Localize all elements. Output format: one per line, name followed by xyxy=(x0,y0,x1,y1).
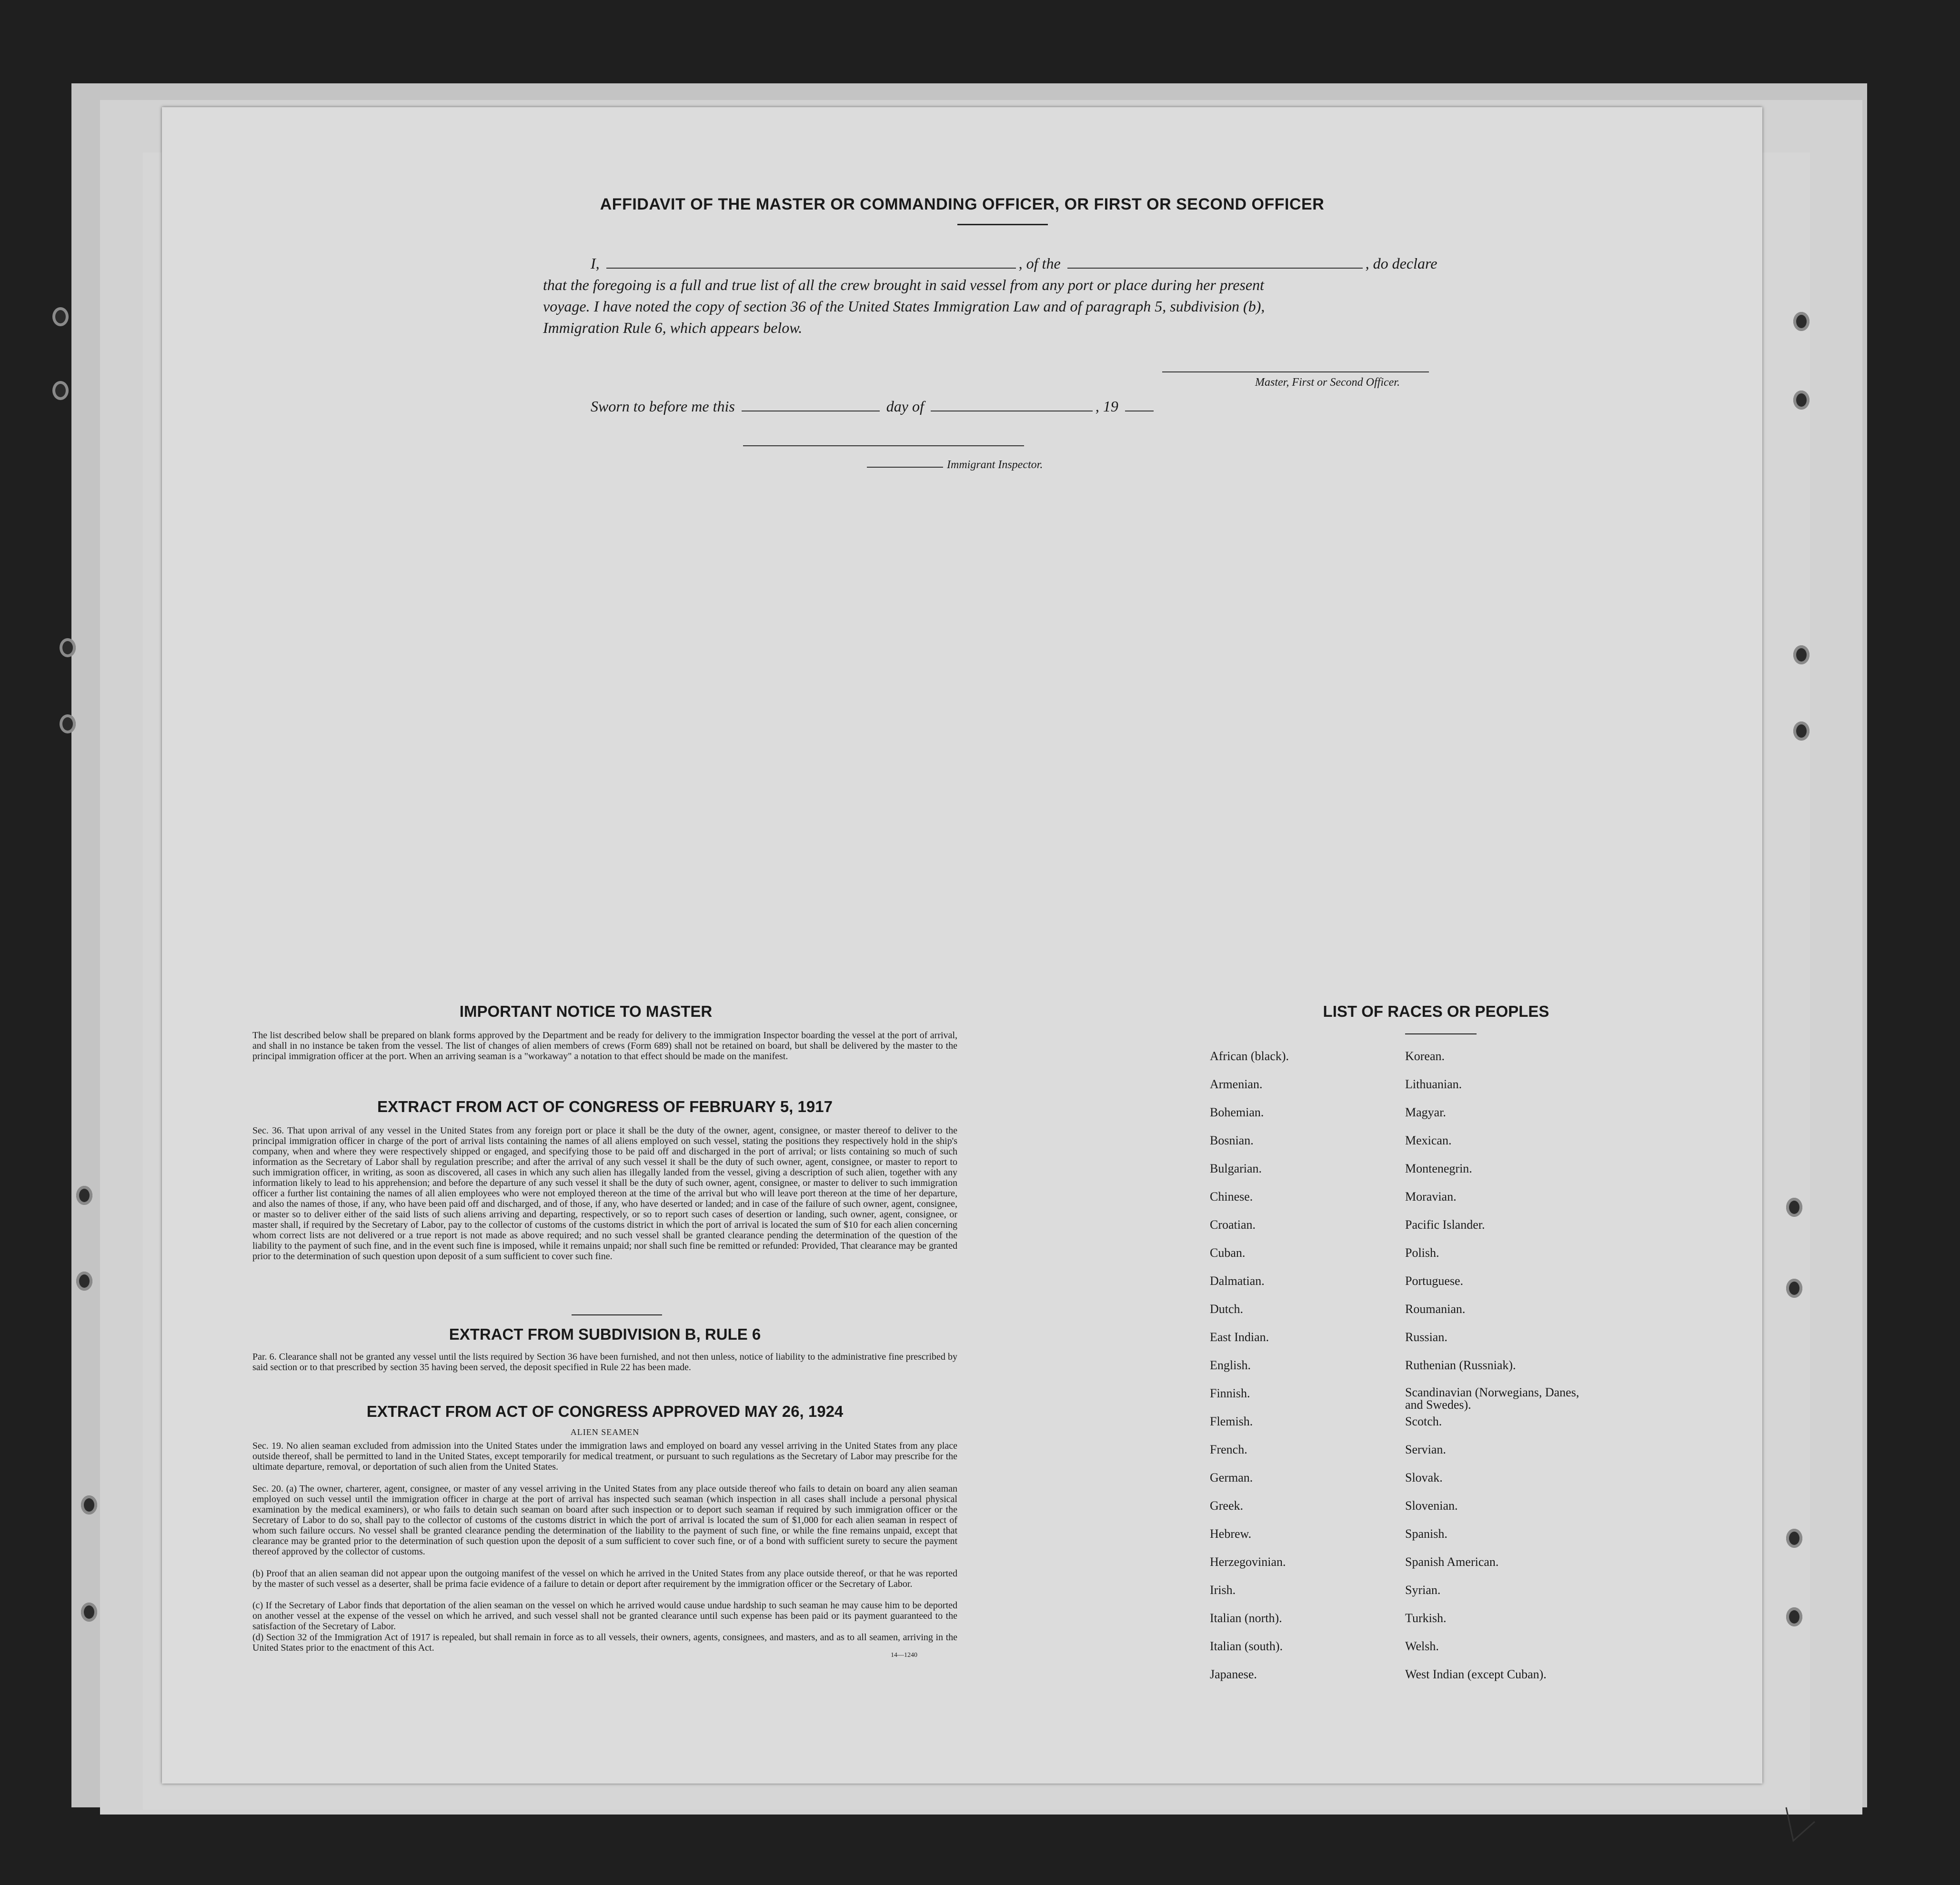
punch-hole-icon xyxy=(1793,391,1809,410)
punch-hole-icon xyxy=(1793,312,1809,331)
race-item: Finnish. xyxy=(1210,1386,1250,1400)
form-number: 14—1240 xyxy=(891,1652,917,1659)
sec20d-body: (d) Section 32 of the Immigration Act of 1917 is repealed, but shall remain in force as to all vessels, their owners, agents, consignees, and masters, and as to all seamen, arriving in the United States prior to the enactment of this Act. xyxy=(252,1632,957,1653)
sec19-body: Sec. 19. No alien seaman excluded from admission into the United States under the immigration laws and employed on board any vessel arriving in the United States from any place outside thereof, shall be permitted to land in the United States, except temporarily for medical treatment, or pursuant to such regulations as the Secretary of Labor may prescribe for the ultimate departure, removal, or deportation of such alien from the United States. xyxy=(252,1441,957,1472)
declarant-line xyxy=(591,255,1437,272)
sec20b-body: (b) Proof that an alien seaman did not appear upon the outgoing manifest of the vessel on which he arrived in the United States from any place outside thereof, or that he was reported by the master of such vessel as a deserter, shall be prima facie evidence of a failure to detain or deport after requirement by the immigration officer or the Secretary of Labor. xyxy=(252,1568,957,1589)
race-item: Magyar. xyxy=(1405,1105,1446,1119)
race-item: Montenegrin. xyxy=(1405,1162,1472,1175)
sworn-day-field[interactable] xyxy=(742,410,880,411)
punch-hole-icon xyxy=(1786,1279,1802,1298)
declaration-line-1: that the foregoing is a full and true list of all the crew brought in said vessel from any port or place during her present xyxy=(543,276,1264,293)
punch-hole-icon xyxy=(1786,1529,1802,1548)
sworn-line xyxy=(591,398,1156,415)
race-item: Dalmatian. xyxy=(1210,1274,1265,1288)
title-underline xyxy=(957,224,1048,225)
sec20a-body: Sec. 20. (a) The owner, charterer, agent, consignee, or master of any vessel arriving in the United States from any place outside thereof who fails to detain on board any alien seaman employed on such vessel until the immigration officer in charge at the port of arrival has inspected such seaman (which inspection in all cases shall include a personal physical examination by the medical examiners), or who fails to detain such seaman on board after such inspection or to deport such seaman if required by such immigration officer or the Secretary of Labor to do so, shall pay to the collector of customs of the customs district in which the port of arrival is located the sum of $1,000 for each alien seaman in respect of whom such failure occurs. No vessel shall be granted clearance pending the determination of the liability to the payment of such fine, or while the fine remains unpaid, except that clearance may be granted prior to the determination of such question upon the deposit of a sum sufficient to cover such fine, or of a bond with sufficient surety to secure the payment thereof approved by the collector of customs. xyxy=(252,1484,957,1557)
declarant-name-field[interactable] xyxy=(606,267,1016,269)
alien-seamen-subtitle: ALIEN SEAMEN xyxy=(570,1427,640,1437)
sec20c-body: (c) If the Secretary of Labor finds that deportation of the alien seaman on the vessel on which he arrived would cause undue hardship to such seaman he may cause him to be deported on another vessel at the expense of the vessel on which he arrived, and such vessel shall not be granted clearance until such expense has been paid or its payment guaranteed to the satisfaction of the Secretary of Labor. xyxy=(252,1600,957,1632)
of-the-label: , of the xyxy=(1018,255,1061,272)
races-left-column xyxy=(1210,1049,1391,1695)
race-item: Roumanian. xyxy=(1405,1302,1466,1316)
race-item: Mexican. xyxy=(1405,1133,1452,1147)
punch-hole-icon xyxy=(60,638,76,657)
inspector-rule xyxy=(867,467,943,468)
race-item: Korean. xyxy=(1405,1049,1445,1063)
race-item: Armenian. xyxy=(1210,1077,1263,1091)
race-item: French. xyxy=(1210,1443,1247,1456)
race-item: Scotch. xyxy=(1405,1414,1442,1428)
race-item: Lithuanian. xyxy=(1405,1077,1462,1091)
race-item: Flemish. xyxy=(1210,1414,1253,1428)
race-item: Greek. xyxy=(1210,1499,1244,1513)
extract-rule6-title: EXTRACT FROM SUBDIVISION B, RULE 6 xyxy=(449,1325,761,1343)
race-item: Chinese. xyxy=(1210,1190,1253,1203)
sworn-month-field[interactable] xyxy=(931,410,1093,411)
punch-hole-icon xyxy=(1793,722,1809,741)
race-item: Moravian. xyxy=(1405,1190,1457,1203)
race-item: Spanish American. xyxy=(1405,1555,1499,1569)
races-right-column xyxy=(1405,1049,1596,1695)
race-item: Spanish. xyxy=(1405,1527,1447,1541)
race-item: German. xyxy=(1210,1471,1253,1484)
punch-hole-icon xyxy=(76,1186,92,1205)
extract-1924-title: EXTRACT FROM ACT OF CONGRESS APPROVED MAY 26, 1924 xyxy=(366,1403,844,1420)
race-item: Syrian. xyxy=(1405,1583,1441,1597)
inspector-caption: Immigrant Inspector. xyxy=(947,459,1043,471)
declaration-line-3: Immigration Rule 6, which appears below. xyxy=(543,319,803,336)
race-item: Italian (south). xyxy=(1210,1639,1283,1653)
race-item: Scandinavian (Norwegians, Danes, and Swedes). xyxy=(1405,1385,1579,1412)
check-mark-icon xyxy=(1781,1803,1819,1845)
race-item: Italian (north). xyxy=(1210,1611,1282,1625)
punch-hole-icon xyxy=(1786,1607,1802,1626)
section-divider xyxy=(572,1314,662,1315)
race-item: Slovak. xyxy=(1405,1471,1443,1484)
race-item: Irish. xyxy=(1210,1583,1236,1597)
races-title: LIST OF RACES OR PEOPLES xyxy=(1323,1003,1549,1020)
affidavit-title: AFFIDAVIT OF THE MASTER OR COMMANDING OFFICER, OR FIRST OR SECOND OFFICER xyxy=(600,195,1325,213)
punch-hole-icon xyxy=(1793,645,1809,664)
punch-hole-icon xyxy=(60,714,76,733)
notice-title: IMPORTANT NOTICE TO MASTER xyxy=(459,1003,713,1020)
race-item: Japanese. xyxy=(1210,1667,1257,1681)
vessel-name-field[interactable] xyxy=(1067,267,1363,269)
race-item: Welsh. xyxy=(1405,1639,1439,1653)
inspector-signature-line[interactable] xyxy=(743,445,1024,446)
race-item: Herzegovinian. xyxy=(1210,1555,1286,1569)
race-item: Portuguese. xyxy=(1405,1274,1464,1288)
day-of-label: day of xyxy=(886,398,924,415)
punch-hole-icon xyxy=(52,381,69,400)
declaration-line-2: voyage. I have noted the copy of section 36 of the United States Immigration Law and of paragraph 5, subdivision (b), xyxy=(543,298,1265,315)
punch-hole-icon xyxy=(81,1495,97,1514)
year-label: , 19 xyxy=(1095,398,1118,415)
races-title-underline xyxy=(1405,1033,1477,1034)
race-item: Bulgarian. xyxy=(1210,1162,1262,1175)
race-item: English. xyxy=(1210,1358,1251,1372)
race-item: Bosnian. xyxy=(1210,1133,1254,1147)
race-item: Bohemian. xyxy=(1210,1105,1264,1119)
race-item: East Indian. xyxy=(1210,1330,1269,1344)
affidavit-sheet xyxy=(162,107,1762,1784)
punch-hole-icon xyxy=(81,1603,97,1622)
sworn-label: Sworn to before me this xyxy=(591,398,735,415)
signature-caption: Master, First or Second Officer. xyxy=(1255,376,1400,389)
race-item: Russian. xyxy=(1405,1330,1447,1344)
race-item: Ruthenian (Russniak). xyxy=(1405,1358,1516,1372)
punch-hole-icon xyxy=(52,307,69,326)
race-item: Dutch. xyxy=(1210,1302,1244,1316)
race-item: Servian. xyxy=(1405,1443,1446,1456)
punch-hole-icon xyxy=(76,1272,92,1291)
race-item: African (black). xyxy=(1210,1049,1289,1063)
signature-line[interactable] xyxy=(1162,371,1429,372)
race-item: Hebrew. xyxy=(1210,1527,1252,1541)
extract-rule6-body: Par. 6. Clearance shall not be granted any vessel until the lists required by Section 36 have been furnished, and not then unless, notice of liability to the administrative fine prescribed by said section or to that prescribed by section 35 having been served, the deposit specified in Rule 22 has been made. xyxy=(252,1352,957,1373)
extract-1917-title: EXTRACT FROM ACT OF CONGRESS OF FEBRUARY 5, 1917 xyxy=(377,1098,833,1115)
sworn-year-field[interactable] xyxy=(1125,410,1154,411)
race-item: Pacific Islander. xyxy=(1405,1218,1485,1232)
race-item: Cuban. xyxy=(1210,1246,1246,1260)
race-item: Slovenian. xyxy=(1405,1499,1458,1513)
notice-body: The list described below shall be prepared on blank forms approved by the Department and be ready for delivery to the immigration Inspector boarding the vessel at the port of arrival, and shall in no instance be taken from the vessel. The list of changes of alien members of crews (Form 689) shall not be retained on board, but shall be delivered by the master to the principal immigration officer at the port. When an arriving seaman is a "workaway" a notation to that effect should be made on the manifest. xyxy=(252,1030,957,1062)
do-declare-label: , do declare xyxy=(1365,255,1437,272)
race-item: Turkish. xyxy=(1405,1611,1447,1625)
race-item: Polish. xyxy=(1405,1246,1439,1260)
i-label: I, xyxy=(591,255,600,272)
punch-hole-icon xyxy=(1786,1198,1802,1217)
race-item: Croatian. xyxy=(1210,1218,1256,1232)
race-item: West Indian (except Cuban). xyxy=(1405,1667,1547,1681)
extract-1917-body: Sec. 36. That upon arrival of any vessel in the United States from any foreign port or place it shall be the duty of the owner, agent, consignee, or master thereof to deliver to the principal immigration officer in charge of the port of arrival lists containing the names of all aliens employed on such vessel, stating the positions they respectively hold in the ship's company, when and where they were respectively shipped or engaged, and specifying those to be paid off and discharged in the port of arrival; or lists containing so much of such information as the Secretary of Labor shall by regulation prescribe; and after the arrival of any such vessel it shall be the duty of such owner, agent, consignee, or master to report to such immigration officer, in writing, as soon as discovered, all cases in which any such alien has illegally landed from the vessel, giving a description of such alien, together with any information likely to lead to his apprehension; and before the departure of any such vessel it shall be the duty of such owner, agent, consignee, or master to deliver to such immigration officer a further list containing the names of all alien employees who were not employed thereon at the time of the arrival but who will leave port thereon at the time of her departure, and also the names of those, if any, who have been paid off and discharged, and of those, if any, who have deserted or landed; and in case of the failure of such owner, agent, consignee, or master so to deliver either of the said lists of such aliens arriving and departing, respectively, or so to report such cases of desertion or landing, such owner, agent, consignee, or master shall, if required by the Secretary of Labor, pay to the collector of customs of the customs district in which the port of arrival is located the sum of $10 for each alien concerning whom correct lists are not delivered or a true report is not made as above required; and no such vessel shall be granted clearance pending the determination of the question of the liability to the payment of such fine, and in the event such fine is imposed, while it remains unpaid; nor shall such fine be remitted or refunded: Provided, That clearance may be granted prior to the determination of such question upon deposit of a sum sufficient to cover such fine. xyxy=(252,1125,957,1262)
